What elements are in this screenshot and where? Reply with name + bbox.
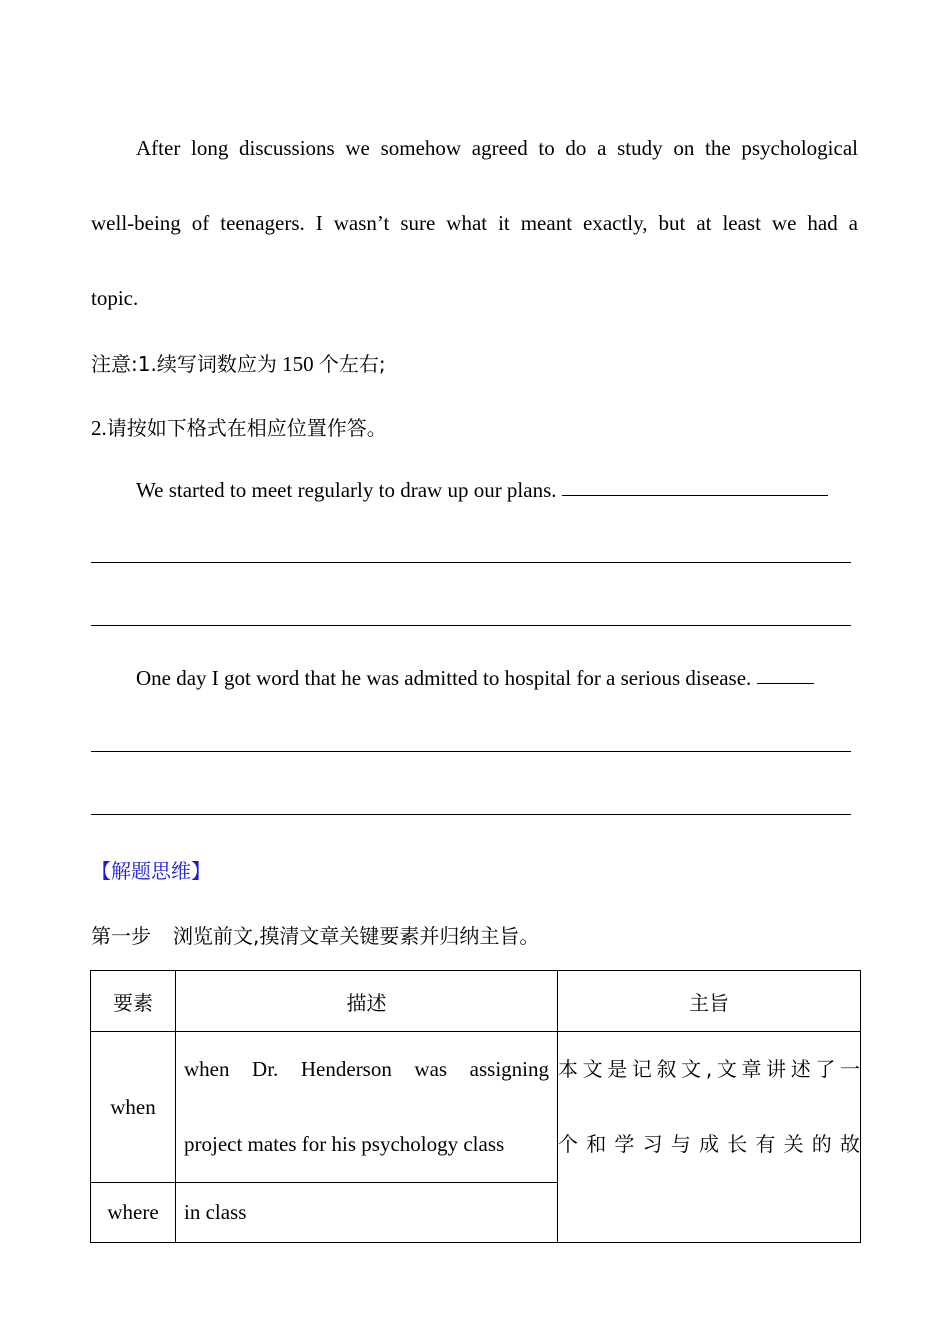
answer-line[interactable]	[91, 625, 851, 626]
note-label: 注意:1.	[91, 352, 157, 376]
table-header-row	[91, 971, 861, 1032]
prompt-paragraph-1	[136, 478, 828, 503]
gist-cell	[558, 1032, 861, 1243]
note-word-count	[91, 348, 386, 377]
answer-line[interactable]	[91, 562, 851, 563]
header-description: 描述	[176, 971, 558, 1032]
section-heading: 【解题思维】	[91, 859, 211, 883]
note-word-count-suffix: 个左右;	[318, 352, 386, 376]
description-when-line-1: when Dr. Henderson was assigning	[184, 1057, 549, 1081]
element-when: when	[91, 1032, 176, 1183]
gist-line-1: 本文是记叙文,文章讲述了一	[558, 1057, 860, 1081]
passage-line-1: After long discussions we somehow agreed to do a study on the psychological	[136, 136, 858, 160]
answer-line[interactable]	[91, 751, 851, 752]
answer-blank[interactable]	[562, 495, 828, 496]
description-when	[176, 1032, 558, 1183]
note-format-number: 2.	[91, 416, 107, 440]
note-word-count-number: 150	[276, 352, 319, 376]
passage-line-2: well-being of teenagers. I wasn’t sure what it meant exactly, but at least we had a	[91, 211, 858, 235]
step-one-label: 第一步	[91, 924, 151, 948]
note-word-count-text: 续写词数应为	[156, 352, 277, 376]
table-row	[91, 1032, 861, 1183]
header-element: 要素	[91, 971, 176, 1032]
header-gist: 主旨	[558, 971, 861, 1032]
prompt-paragraph-2	[136, 666, 814, 691]
prompt-paragraph-1-text: We started to meet regularly to draw up our plans.	[136, 478, 562, 502]
description-when-line-2: project mates for his psychology class	[184, 1132, 505, 1156]
note-format	[91, 412, 387, 441]
step-one-text: 浏览前文,摸清文章关键要素并归纳主旨。	[173, 924, 540, 948]
elements-table	[90, 970, 861, 1243]
gist-line-2: 个和学习与成长有关的故	[558, 1132, 860, 1156]
step-one	[91, 920, 539, 949]
answer-line[interactable]	[91, 814, 851, 815]
element-where: where	[91, 1183, 176, 1243]
description-where-line-1: in class	[184, 1200, 247, 1224]
note-format-text: 请按如下格式在相应位置作答。	[106, 416, 387, 440]
description-where	[176, 1183, 558, 1243]
prompt-paragraph-2-text: One day I got word that he was admitted to hospital for a serious disease.	[136, 666, 757, 690]
answer-blank[interactable]	[757, 683, 814, 684]
passage-line-3: topic.	[91, 286, 139, 310]
